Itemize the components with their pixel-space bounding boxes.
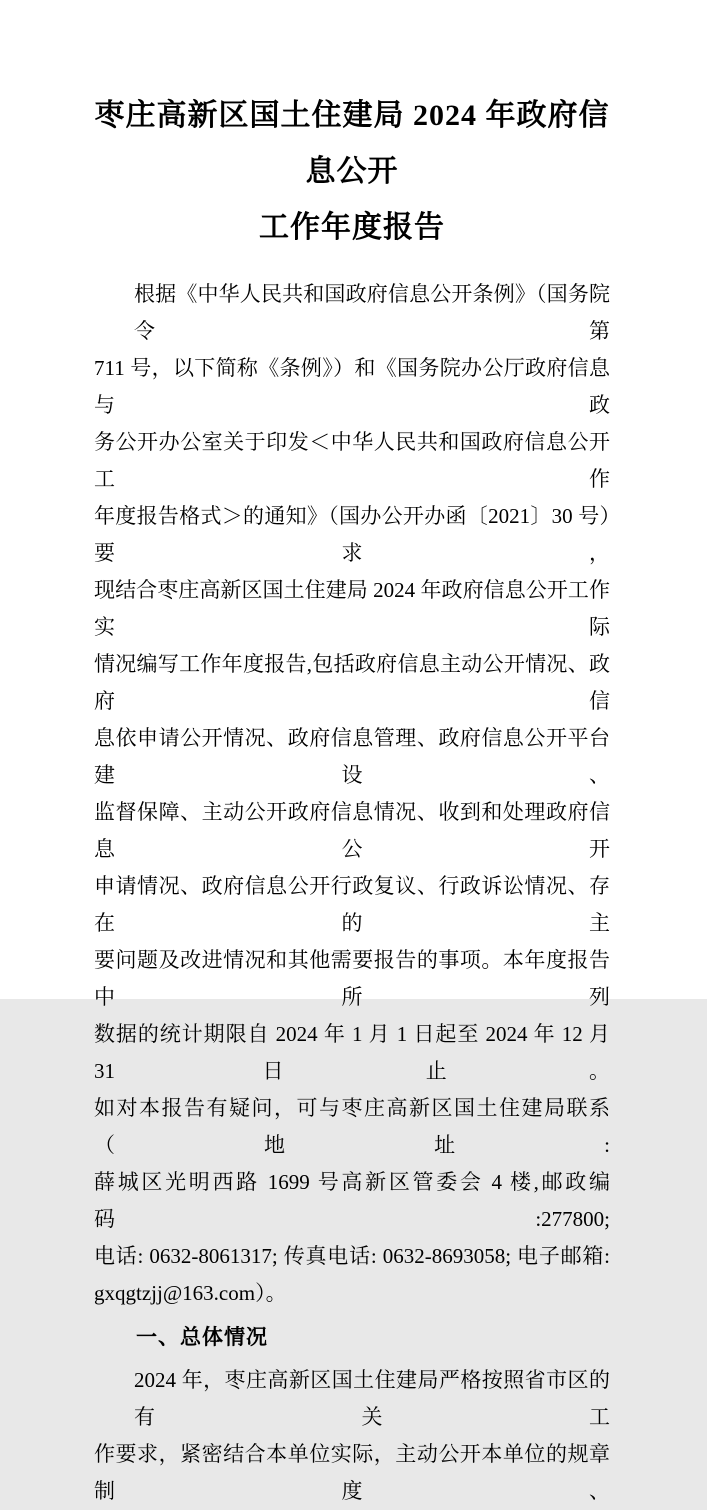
paragraph-line: 如对本报告有疑问，可与枣庄高新区国土住建局联系（地址: xyxy=(94,1096,610,1157)
paragraph-line: 作要求，紧密结合本单位实际，主动公开本单位的规章制度、 xyxy=(94,1442,610,1503)
paragraph-line: gxqgtzjj@163.com）。 xyxy=(94,1281,287,1305)
paragraph-line: 年度报告格式＞的通知》（国办公开办函〔2021〕30 号）要求， xyxy=(94,504,610,565)
paragraph-line: 电话: 0632-8061317; 传真电话: 0632-8693058; 电子邮箱: xyxy=(94,1244,610,1268)
paragraph-line: 711 号，以下简称《条例》）和《国务院办公厅政府信息与政 xyxy=(94,356,610,417)
intro-paragraph xyxy=(94,276,610,1312)
document-title xyxy=(94,88,610,256)
paragraph-line: 情况编写工作年度报告,包括政府信息主动公开情况、政府信 xyxy=(94,652,610,713)
paragraph-line: 根据《中华人民共和国政府信息公开条例》（国务院令第 xyxy=(134,282,610,343)
document-body xyxy=(94,276,610,1510)
paragraph-line: 息依申请公开情况、政府信息管理、政府信息公开平台建设、 xyxy=(94,726,610,787)
paragraph-line: 数据的统计期限自 2024 年 1 月 1 日起至 2024 年 12 月 31 日止。 xyxy=(94,1022,610,1083)
paragraph-line: 务公开办公室关于印发＜中华人民共和国政府信息公开工作 xyxy=(94,430,610,491)
paragraph-line: 薛城区光明西路 1699 号高新区管委会 4 楼,邮政编码:277800; xyxy=(94,1170,610,1231)
title-line-1: 枣庄高新区国土住建局 2024 年政府信息公开 xyxy=(94,99,610,188)
section-paragraph xyxy=(94,1362,610,1510)
paragraph-line: 要问题及改进情况和其他需要报告的事项。本年度报告中所列 xyxy=(94,948,610,1009)
title-line-2: 工作年度报告 xyxy=(259,211,445,244)
paragraph-line: 监督保障、主动公开政府信息情况、收到和处理政府信息公开 xyxy=(94,800,610,861)
paragraph-line: 现结合枣庄高新区国土住建局 2024 年政府信息公开工作实际 xyxy=(94,578,610,639)
paragraph-line: 2024 年，枣庄高新区国土住建局严格按照省市区的有关工 xyxy=(134,1368,610,1429)
section-heading: 一、总体情况 xyxy=(136,1326,268,1349)
paragraph-line: 申请情况、政府信息公开行政复议、行政诉讼情况、存在的主 xyxy=(94,874,610,935)
